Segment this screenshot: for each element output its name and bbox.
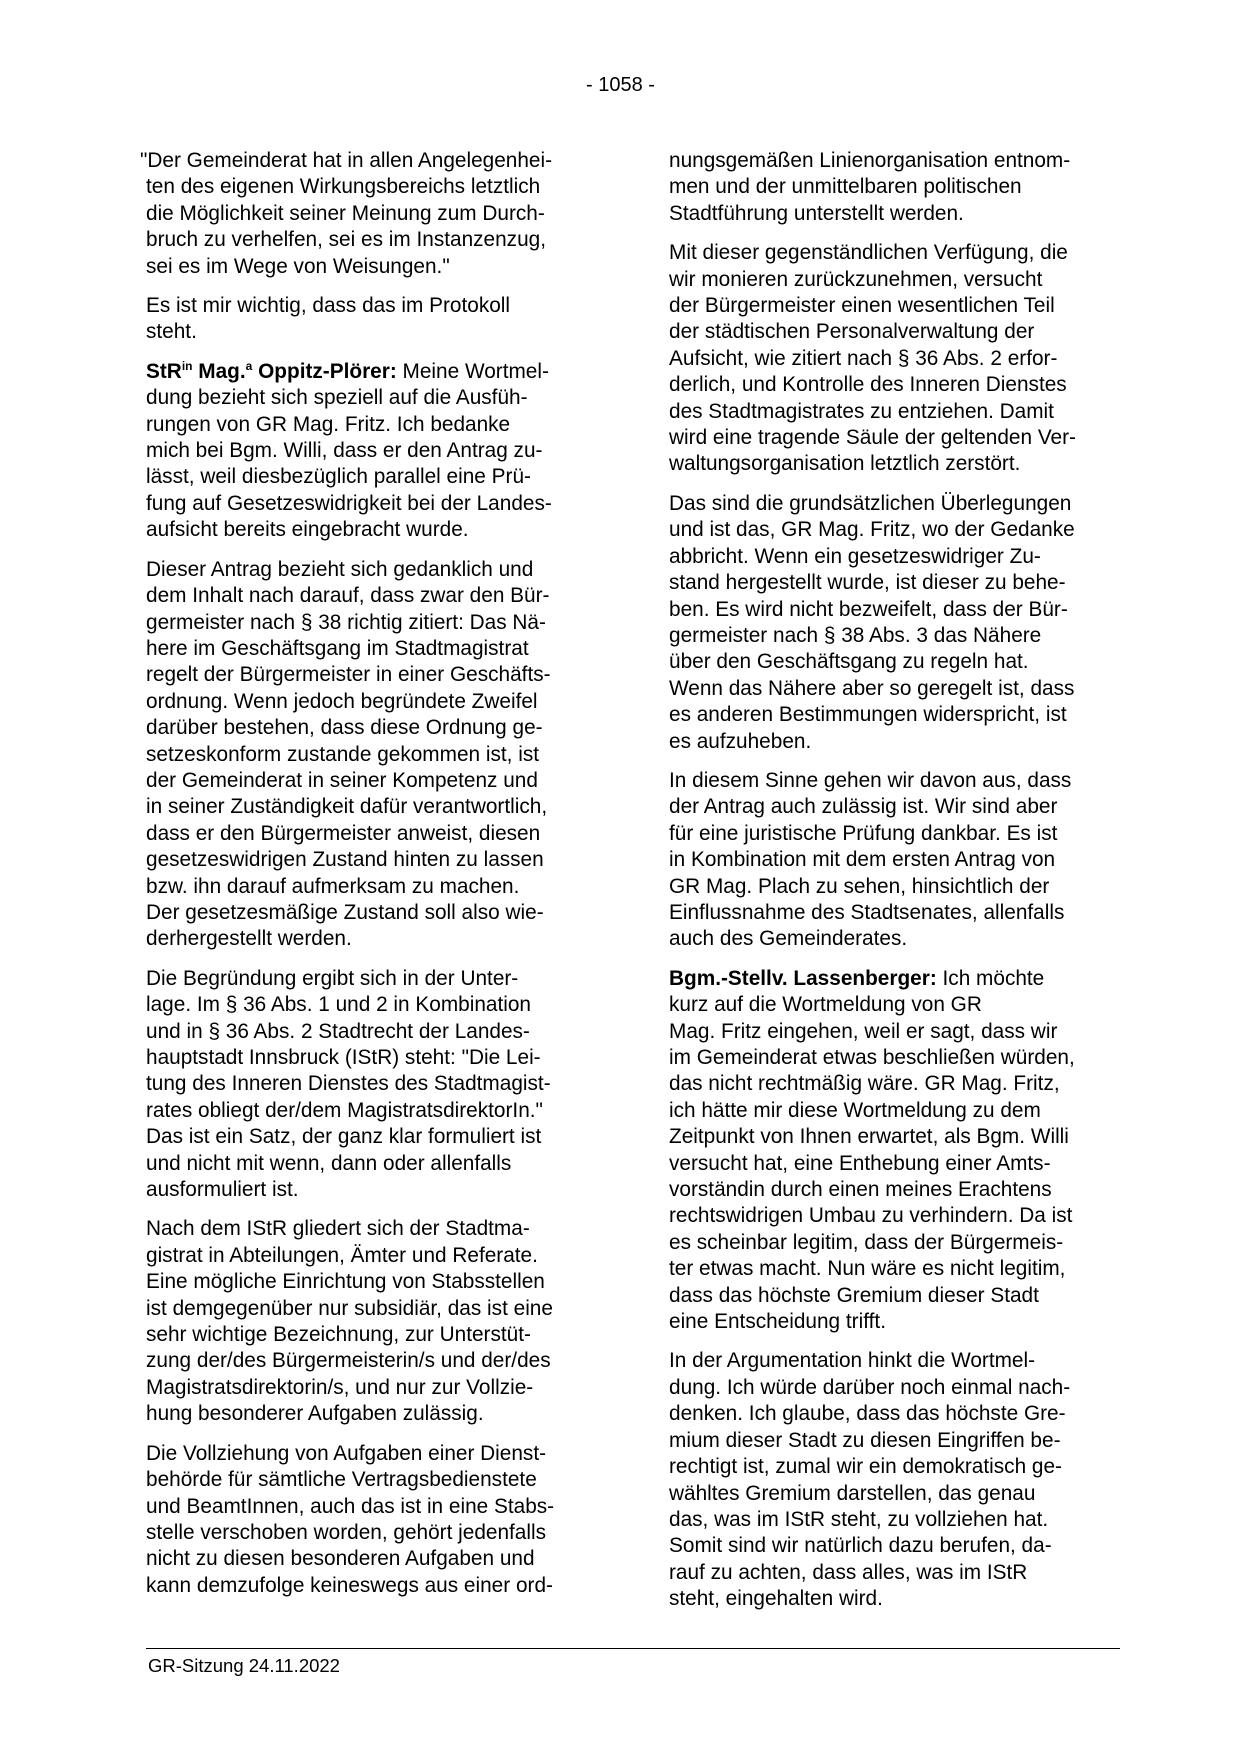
text-line: über den Geschäftsgang zu regeln hat. bbox=[669, 650, 1029, 674]
text-line: vorständin durch einen meines Erachtens bbox=[669, 1178, 1052, 1202]
text-line: es scheinbar legitim, dass der Bürgermeis- bbox=[669, 1230, 1064, 1254]
speaker-name: Bgm.-Stellv. Lassenberger: bbox=[669, 966, 937, 990]
text-line: Wenn das Nähere aber so geregelt ist, dass bbox=[669, 676, 1075, 700]
text-line: steht. bbox=[146, 320, 197, 344]
paragraph bbox=[140, 148, 592, 280]
paragraph bbox=[669, 768, 1115, 953]
text-line: wähltes Gremium darstellen, das genau bbox=[669, 1481, 1036, 1505]
text-line: zung der/des Bürgermeisterin/s und der/des bbox=[146, 1349, 551, 1373]
text-line: des Stadtmagistrates zu entziehen. Damit bbox=[669, 399, 1054, 423]
text-line: ter etwas macht. Nun wäre es nicht legitim, bbox=[669, 1257, 1066, 1281]
text-line: steht, eingehalten wird. bbox=[669, 1587, 883, 1611]
text-line: StR$^{in}$ Mag.$^a$ Oppitz-Plörer: Meine Wortmel- bbox=[146, 358, 549, 383]
paragraph bbox=[146, 1441, 592, 1599]
text-line: fung auf Gesetzeswidrigkeit bei der Landes- bbox=[146, 491, 552, 515]
text-line: in Kombination mit dem ersten Antrag von bbox=[669, 848, 1056, 872]
text-line: tung des Inneren Dienstes des Stadtmagist- bbox=[146, 1072, 551, 1096]
text-line: und nicht mit wenn, dann oder allenfalls bbox=[146, 1151, 512, 1175]
text-line: dass das höchste Gremium dieser Stadt bbox=[669, 1283, 1039, 1307]
text-line: Die Begründung ergibt sich in der Unter- bbox=[146, 966, 519, 990]
text-line: der Bürgermeister einen wesentlichen Teil bbox=[669, 294, 1055, 318]
text-line: Es ist mir wichtig, dass das im Protokoll bbox=[146, 294, 511, 318]
text-line: stand hergestellt wurde, ist dieser zu behe- bbox=[669, 571, 1066, 595]
text-line: behörde für sämtliche Vertragsbedienstete bbox=[146, 1468, 537, 1492]
text-line: dem Inhalt nach darauf, dass zwar den Bür- bbox=[146, 584, 550, 608]
text-line: Magistratsdirektorin/s, und nur zur Vollzie- bbox=[146, 1375, 534, 1399]
footer-text: GR-Sitzung 24.11.2022 bbox=[148, 1655, 340, 1676]
paragraph bbox=[146, 1216, 592, 1427]
text-line: denken. Ich glaube, dass das höchste Gre- bbox=[669, 1402, 1066, 1426]
text-line: wird eine tragende Säule der geltenden Ver- bbox=[669, 426, 1076, 450]
paragraph bbox=[669, 240, 1115, 478]
text-line: nicht zu diesen besonderen Aufgaben und bbox=[146, 1547, 535, 1571]
text-line: das, was im IStR steht, zu vollziehen hat. bbox=[669, 1507, 1049, 1531]
text-line: sei es im Wege von Weisungen." bbox=[146, 254, 450, 278]
text-line: stelle verschoben worden, gehört jedenfalls bbox=[146, 1520, 547, 1544]
text-line: here im Geschäftsgang im Stadtmagistrat bbox=[146, 636, 529, 660]
text-line: für eine juristische Prüfung dankbar. Es ist bbox=[669, 821, 1058, 845]
text-line: ausformuliert ist. bbox=[146, 1178, 299, 1202]
paragraph bbox=[146, 293, 592, 346]
text-line: die Möglichkeit seiner Meinung zum Durch- bbox=[146, 201, 545, 225]
text-line: Eine mögliche Einrichtung von Stabsstellen bbox=[146, 1270, 545, 1294]
text-line: gesetzeswidrigen Zustand hinten zu lassen bbox=[146, 848, 544, 872]
text-line: In diesem Sinne gehen wir davon aus, dass bbox=[669, 768, 1072, 792]
text-line: Stadtführung unterstellt werden. bbox=[669, 201, 964, 225]
text-line: Einflussnahme des Stadtsenates, allenfalls bbox=[669, 900, 1065, 924]
text-line: und in § 36 Abs. 2 Stadtrecht der Landes- bbox=[146, 1019, 530, 1043]
text-line: mich bei Bgm. Willi, dass er den Antrag zu- bbox=[146, 439, 543, 463]
text-line: mium dieser Stadt zu diesen Eingriffen be- bbox=[669, 1428, 1061, 1452]
text-line: bzw. ihn darauf aufmerksam zu machen. bbox=[146, 874, 520, 898]
right-column bbox=[669, 148, 1115, 1626]
text-line: Mag. Fritz eingehen, weil er sagt, dass wir bbox=[669, 1019, 1058, 1043]
footer-divider bbox=[146, 1648, 1120, 1649]
text-line: es anderen Bestimmungen widerspricht, ist bbox=[669, 703, 1067, 727]
text-line: und ist das, GR Mag. Fritz, wo der Gedanke bbox=[669, 518, 1075, 542]
text-line: das nicht rechtmäßig wäre. GR Mag. Fritz, bbox=[669, 1072, 1060, 1096]
speaker-name: StR$^{in}$ Mag.$^a$ Oppitz-Plörer: bbox=[146, 358, 397, 383]
text-line: bruch zu verhelfen, sei es im Instanzenzug, bbox=[146, 228, 546, 252]
paragraph bbox=[146, 359, 592, 544]
text-line: hauptstadt Innsbruck (IStR) steht: "Die Lei- bbox=[146, 1046, 541, 1069]
text-line: ben. Es wird nicht bezweifelt, dass der Bür- bbox=[669, 597, 1068, 621]
text-line: Dieser Antrag bezieht sich gedanklich und bbox=[146, 557, 534, 581]
text-line: Das ist ein Satz, der ganz klar formuliert ist bbox=[146, 1125, 542, 1149]
text-line: es aufzuheben. bbox=[669, 729, 812, 753]
text-line: rungen von GR Mag. Fritz. Ich bedanke bbox=[146, 412, 511, 436]
text-line: Zeitpunkt von Ihnen erwartet, als Bgm. Willi bbox=[669, 1125, 1069, 1149]
paragraph bbox=[146, 966, 592, 1204]
left-column bbox=[140, 148, 592, 1612]
text-line: darüber bestehen, dass diese Ordnung ge- bbox=[146, 716, 543, 740]
text-line: ich hätte mir diese Wortmeldung zu dem bbox=[669, 1098, 1041, 1122]
text-line: Nach dem IStR gliedert sich der Stadtma- bbox=[146, 1217, 530, 1241]
text-line: rates obliegt der/dem MagistratsdirektorIn." bbox=[146, 1098, 543, 1122]
text-line: ist demgegenüber nur subsidiär, das ist eine bbox=[146, 1296, 553, 1320]
text-line: rechtswidrigen Umbau zu verhindern. Da ist bbox=[669, 1204, 1073, 1228]
page-number: - 1058 - bbox=[586, 74, 655, 96]
text-line: germeister nach § 38 richtig zitiert: Das Nä- bbox=[146, 610, 546, 634]
text-line: derhergestellt werden. bbox=[146, 927, 352, 951]
text-line: regelt der Bürgermeister in einer Geschäfts- bbox=[146, 663, 551, 687]
text-line: Das sind die grundsätzlichen Überlegungen bbox=[669, 491, 1072, 515]
text-line: Somit sind wir natürlich dazu berufen, da- bbox=[669, 1534, 1052, 1558]
text-line: versucht hat, eine Enthebung einer Amts- bbox=[669, 1151, 1051, 1175]
text-line: der Gemeinderat in seiner Kompetenz und bbox=[146, 768, 538, 792]
paragraph bbox=[669, 491, 1115, 755]
text-line: In der Argumentation hinkt die Wortmel- bbox=[669, 1349, 1036, 1373]
text-line: der Antrag auch zulässig ist. Wir sind aber bbox=[669, 795, 1058, 819]
text-line: wir monieren zurückzunehmen, versucht bbox=[669, 267, 1043, 291]
text-line: lässt, weil diesbezüglich parallel eine Prü- bbox=[146, 465, 531, 489]
text-line: aufsicht bereits eingebracht wurde. bbox=[146, 518, 469, 542]
text-line: eine Entscheidung trifft. bbox=[669, 1310, 886, 1334]
text-line: dung bezieht sich speziell auf die Ausfüh- bbox=[146, 386, 528, 410]
text-line: Mit dieser gegenständlichen Verfügung, die bbox=[669, 241, 1068, 265]
text-line: abbricht. Wenn ein gesetzeswidriger Zu- bbox=[669, 544, 1041, 568]
text-line: Aufsicht, wie zitiert nach § 36 Abs. 2 erfor- bbox=[669, 346, 1058, 370]
paragraph bbox=[146, 557, 592, 953]
text-line: waltungsorganisation letztlich zerstört. bbox=[669, 452, 1021, 476]
text-line: und BeamtInnen, auch das ist in eine Stabs- bbox=[146, 1494, 555, 1518]
text-line: derlich, und Kontrolle des Inneren Dienstes bbox=[669, 373, 1067, 397]
text-line: nungsgemäßen Linienorganisation entnom- bbox=[669, 149, 1071, 172]
text-line: Bgm.-Stellv. Lassenberger: Ich möchte bbox=[669, 966, 1045, 990]
text-line: ten des eigenen Wirkungsbereichs letztlich bbox=[146, 175, 541, 199]
paragraph bbox=[669, 966, 1115, 1336]
text-line: kurz auf die Wortmeldung von GR bbox=[669, 993, 982, 1017]
text-line: lage. Im § 36 Abs. 1 und 2 in Kombination bbox=[146, 993, 531, 1017]
text-line: ordnung. Wenn jedoch begründete Zweifel bbox=[146, 689, 538, 713]
text-line: "Der Gemeinderat hat in allen Angelegenhei- bbox=[140, 149, 553, 172]
text-line: setzeskonform zustande gekommen ist, ist bbox=[146, 742, 539, 766]
text-line: dass er den Bürgermeister anweist, diesen bbox=[146, 821, 541, 845]
text-line: im Gemeinderat etwas beschließen würden, bbox=[669, 1046, 1075, 1069]
text-line: Die Vollziehung von Aufgaben einer Dienst- bbox=[146, 1441, 547, 1465]
text-line: kann demzufolge keineswegs aus einer ord- bbox=[146, 1573, 553, 1597]
text-line: hung besonderer Aufgaben zulässig. bbox=[146, 1402, 484, 1426]
text-line: dung. Ich würde darüber noch einmal nach- bbox=[669, 1375, 1071, 1399]
paragraph bbox=[669, 1348, 1115, 1612]
text-line: GR Mag. Plach zu sehen, hinsichtlich der bbox=[669, 874, 1050, 898]
text-line: gistrat in Abteilungen, Ämter und Referate. bbox=[146, 1243, 538, 1267]
text-line: rechtigt ist, zumal wir ein demokratisch ge- bbox=[669, 1455, 1062, 1479]
text-line: Der gesetzesmäßige Zustand soll also wie- bbox=[146, 900, 544, 924]
text-line: auch des Gemeinderates. bbox=[669, 927, 908, 951]
text-line: in seiner Zuständigkeit dafür verantwortlich, bbox=[146, 795, 548, 819]
text-line: men und der unmittelbaren politischen bbox=[669, 175, 1022, 199]
text-line: germeister nach § 38 Abs. 3 das Nähere bbox=[669, 623, 1042, 647]
text-line: rauf zu achten, dass alles, was im IStR bbox=[669, 1560, 1028, 1584]
text-line: der städtischen Personalverwaltung der bbox=[669, 320, 1035, 344]
text-line: sehr wichtige Bezeichnung, zur Unterstüt- bbox=[146, 1323, 531, 1347]
paragraph bbox=[669, 148, 1115, 227]
